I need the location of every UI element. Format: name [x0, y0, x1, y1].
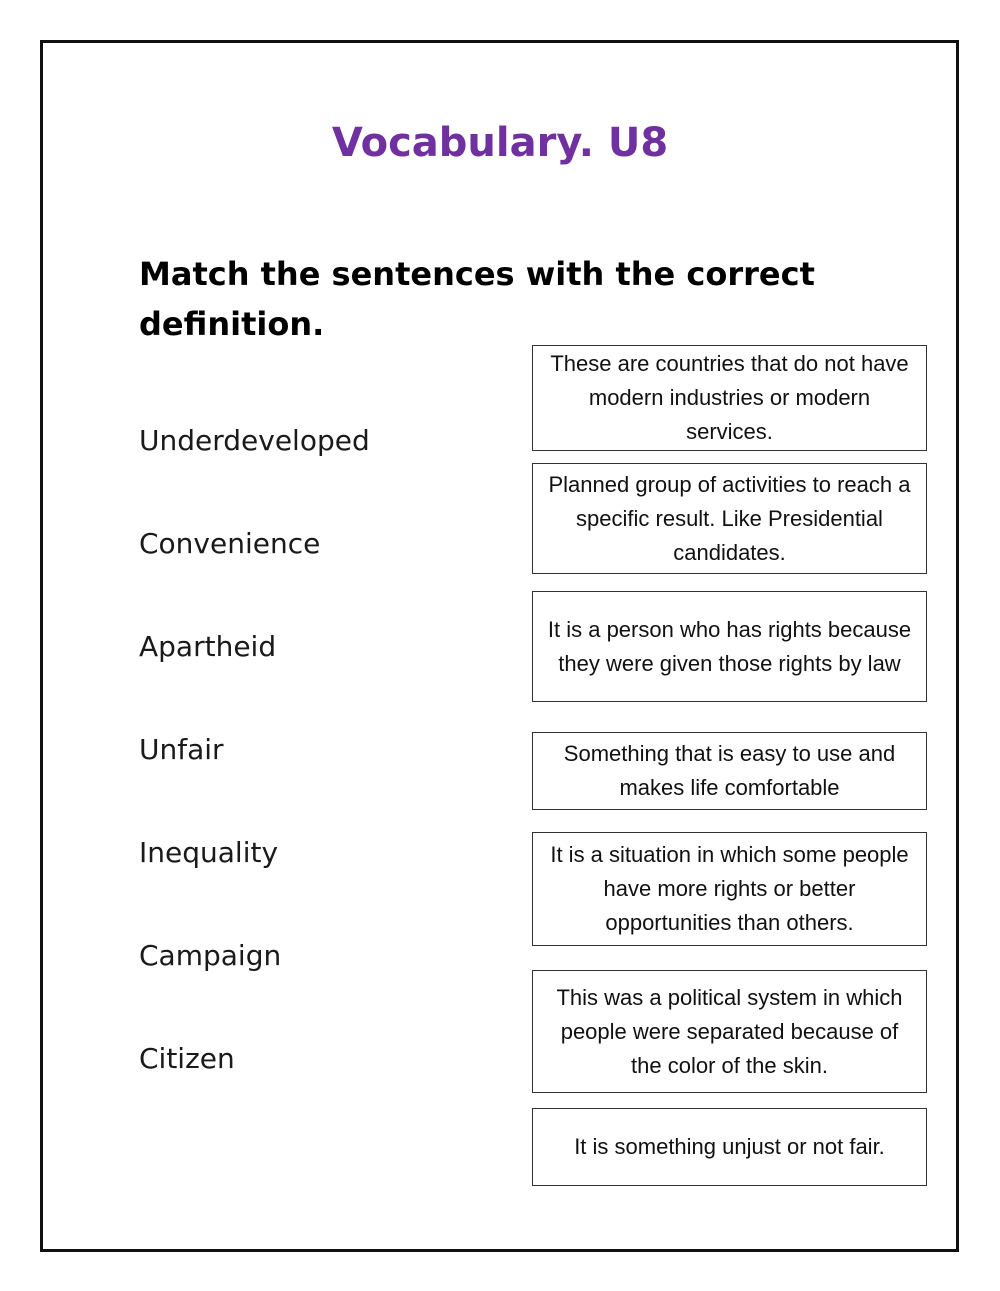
term-citizen[interactable]: Citizen	[139, 1042, 235, 1075]
definition-box-2[interactable]: Planned group of activities to reach a specific result. Like Presidential candidates.	[532, 463, 927, 574]
definition-box-5[interactable]: It is a situation in which some people have more rights or better opportunities than others.	[532, 832, 927, 946]
definition-box-6[interactable]: This was a political system in which people were separated because of the color of the skin.	[532, 970, 927, 1093]
definition-box-3[interactable]: It is a person who has rights because they were given those rights by law	[532, 591, 927, 702]
term-campaign[interactable]: Campaign	[139, 939, 282, 972]
term-convenience[interactable]: Convenience	[139, 527, 321, 560]
worksheet-title: Vocabulary. U8	[331, 120, 669, 166]
definition-box-7[interactable]: It is something unjust or not fair.	[532, 1108, 927, 1186]
definition-box-4[interactable]: Something that is easy to use and makes life comfortable	[532, 732, 927, 810]
term-unfair[interactable]: Unfair	[139, 733, 224, 766]
term-inequality[interactable]: Inequality	[139, 836, 279, 869]
instruction-text: Match the sentences with the correct definition.	[139, 255, 815, 343]
term-underdeveloped[interactable]: Underdeveloped	[139, 424, 370, 457]
term-apartheid[interactable]: Apartheid	[139, 630, 277, 663]
definition-box-1[interactable]: These are countries that do not have modern industries or modern services.	[532, 345, 927, 451]
